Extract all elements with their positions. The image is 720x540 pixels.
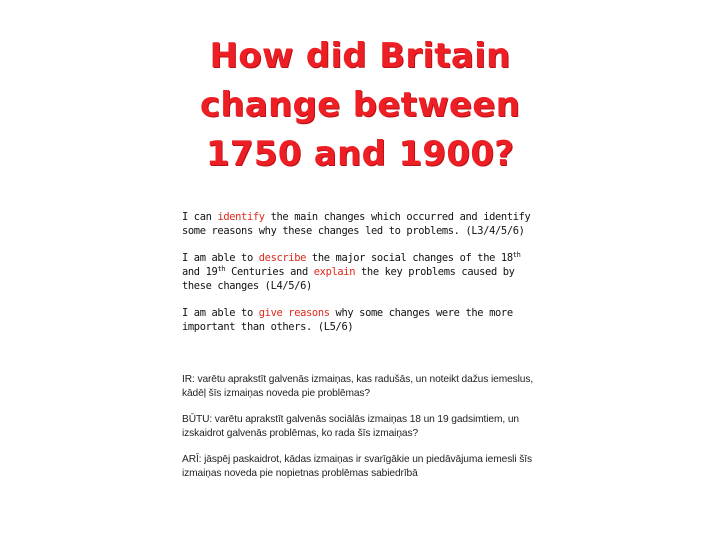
- keyword-give-reasons: give reasons: [258, 307, 330, 319]
- latvian-objective-butu: BŪTU: varētu aprakstīt galvenās sociālās izmaiņas 18 un 19 gadsimtiem, un izskaidrot galvenās problēmas, ko rada šīs izmaiņas?: [182, 414, 519, 439]
- title-line-3: 1750 and 1900?: [205, 134, 515, 174]
- learning-objectives: [182, 210, 542, 334]
- page-title: [150, 32, 570, 179]
- latvian-objective-ir: IR: varētu aprakstīt galvenās izmaiņas, kas radušās, un noteikt dažus iemeslus, kādēļ šīs izmaiņas noveda pie problēmas?: [182, 374, 534, 399]
- objective-text: I am able to: [182, 307, 259, 319]
- objective-text: the major social changes of the 18: [306, 252, 513, 264]
- objective-text: Centuries and: [225, 266, 314, 278]
- objective-identify: [182, 210, 542, 238]
- ordinal-suffix: th: [512, 251, 521, 259]
- objective-text: why some changes were the more important than others. (L5/6): [182, 307, 513, 333]
- objective-text: and 19: [182, 266, 218, 278]
- objective-text: I am able to: [182, 252, 259, 264]
- keyword-describe: describe: [258, 252, 307, 264]
- objective-text: the key problems caused by these changes (L4/5/6): [182, 266, 515, 292]
- title-line-1: How did Britain: [209, 36, 511, 76]
- keyword-identify: identify: [217, 211, 265, 223]
- objective-describe: [182, 251, 542, 293]
- latvian-objective-ari: ARĪ: jāspēj paskaidrot, kādas izmaiņas ir svarīgākie un piedāvājuma iemesli šīs izmaiņas noveda pie nopietnas problēmas sabiedrībā: [182, 454, 532, 479]
- objective-text: I can: [182, 211, 218, 223]
- ordinal-suffix: th: [217, 265, 226, 273]
- title-line-2: change between: [199, 85, 521, 125]
- objective-text: the main changes which occurred and identify some reasons why these changes led to problems. (L3/4/5/6): [182, 211, 531, 237]
- keyword-explain: explain: [313, 266, 356, 278]
- objective-give-reasons: [182, 306, 542, 334]
- latvian-objectives: [182, 373, 542, 493]
